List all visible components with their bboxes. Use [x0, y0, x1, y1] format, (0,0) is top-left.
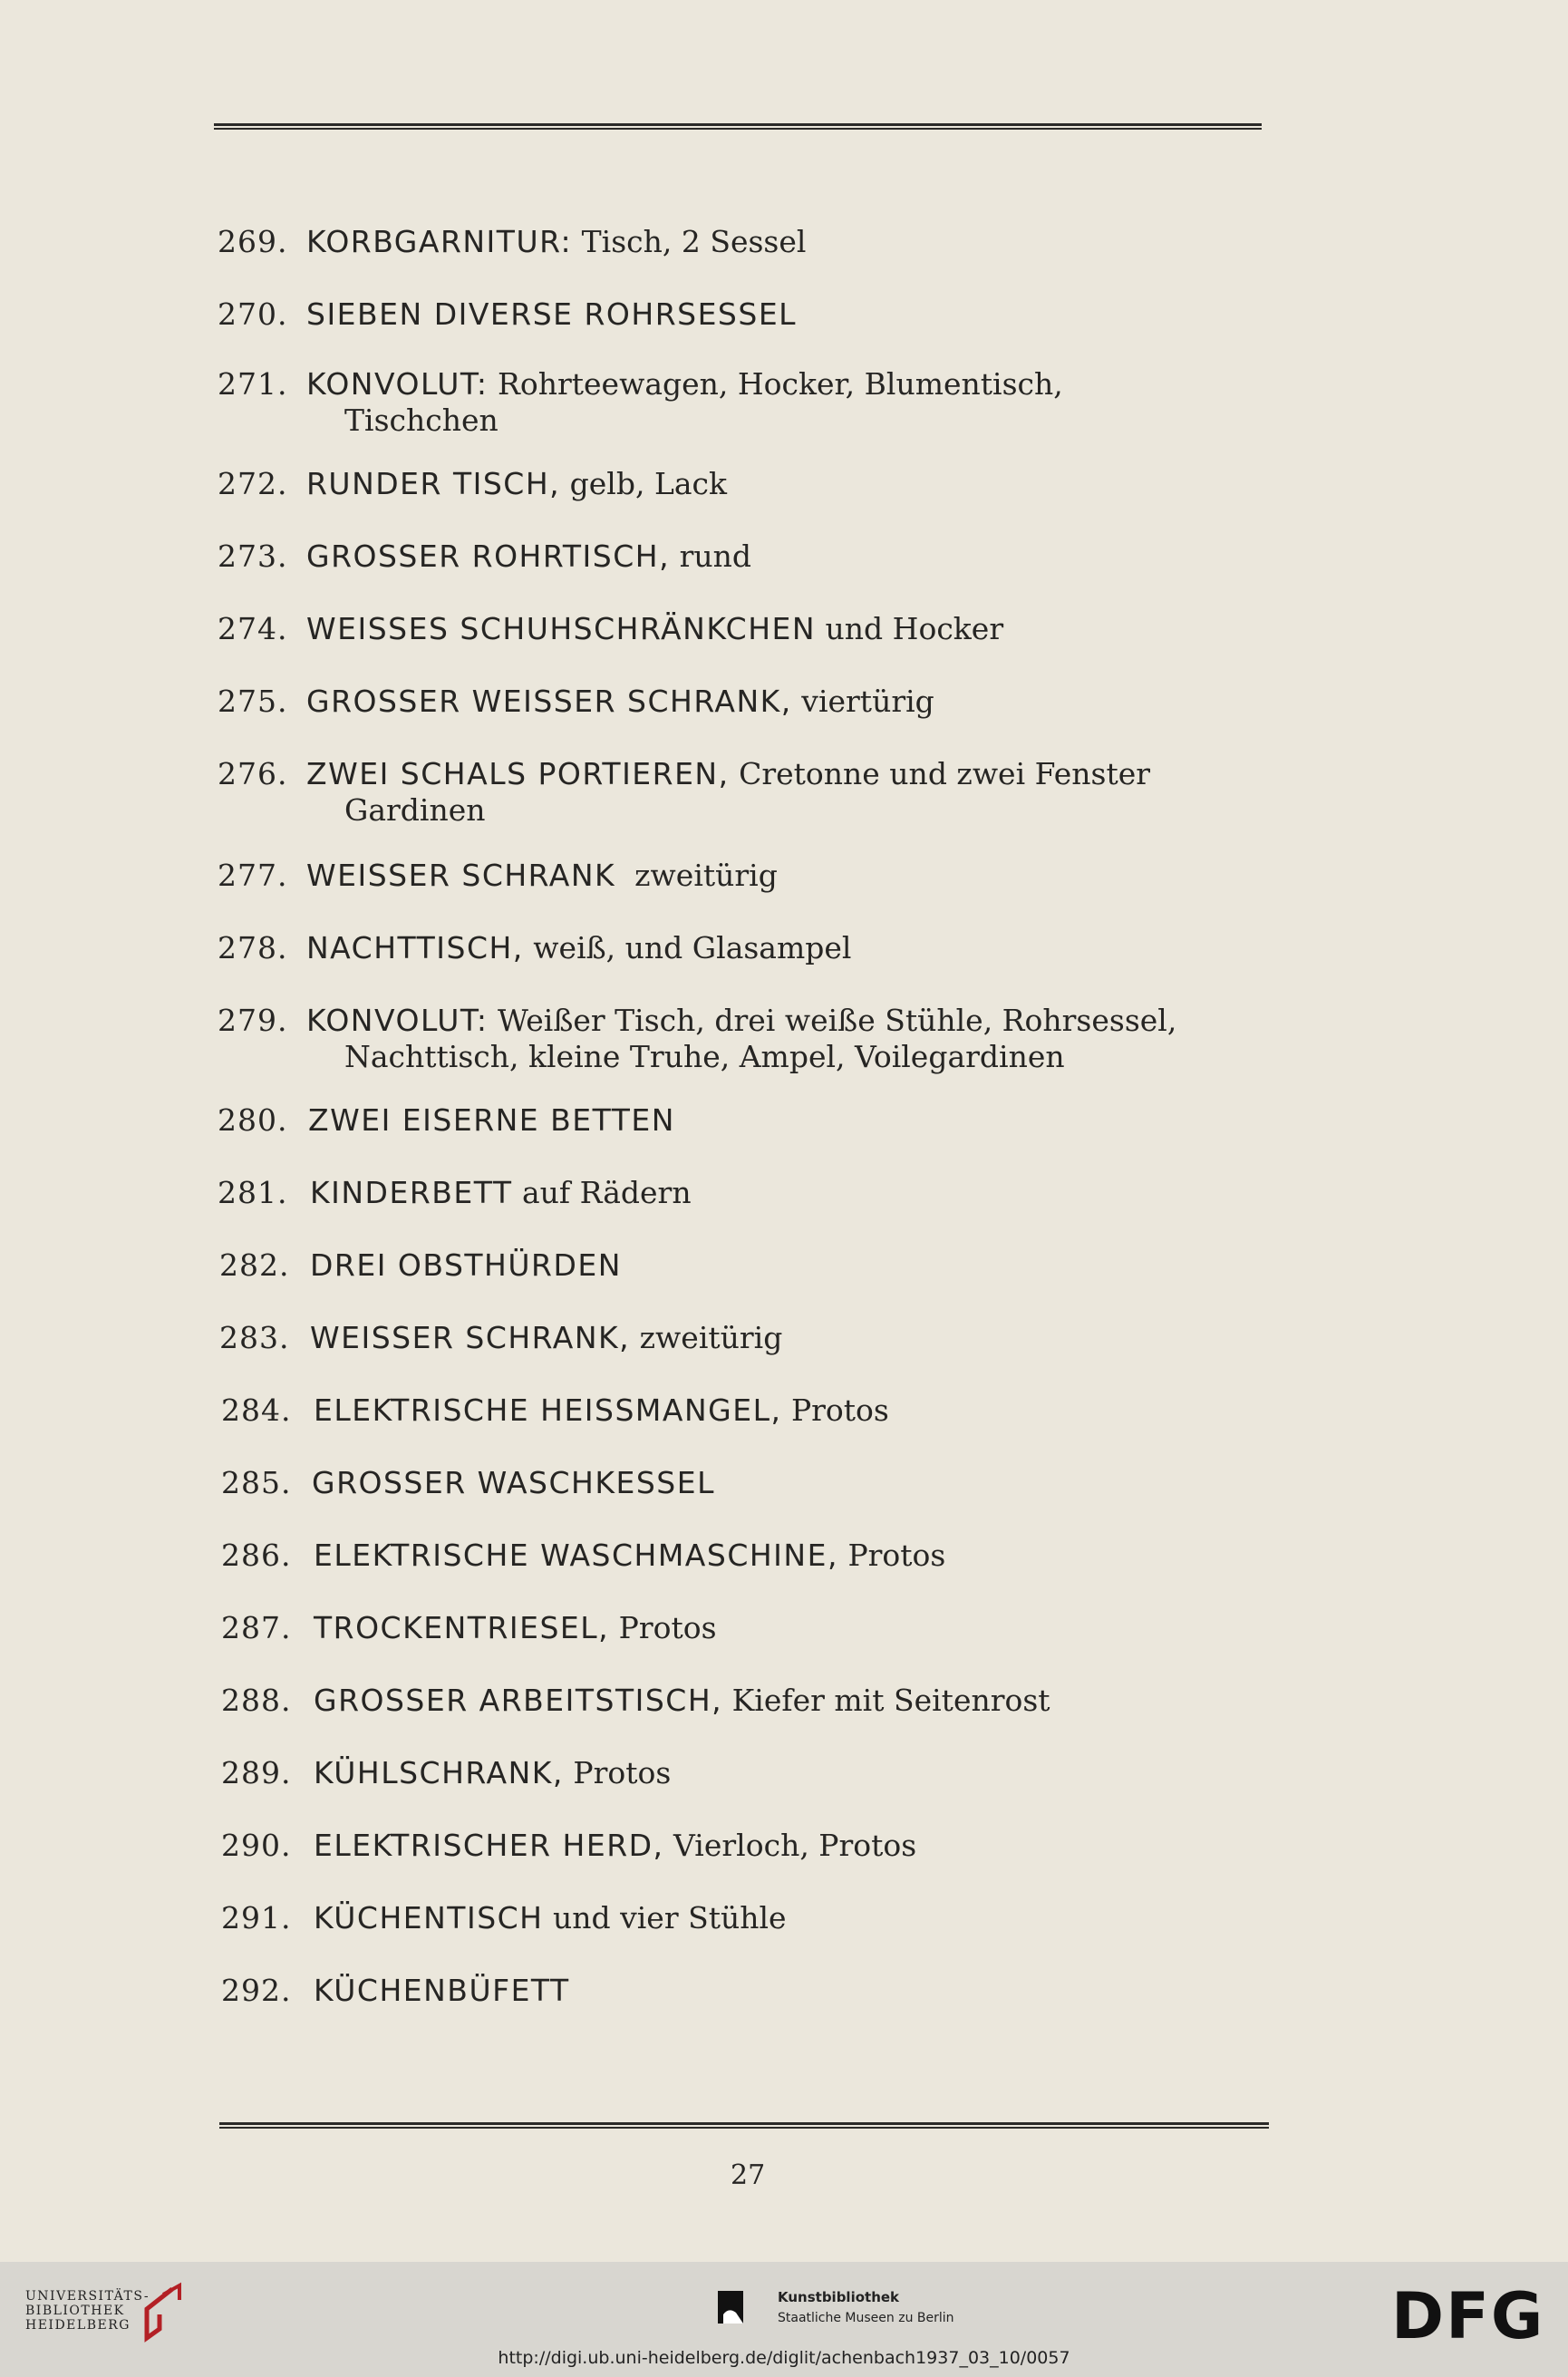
catalog-entry: [221, 1827, 1269, 1908]
entry-number: 283.: [219, 1320, 290, 1355]
entry-title: ZWEI EISERNE BETTEN: [308, 1102, 675, 1138]
entry-text: [306, 929, 851, 967]
entry-text: [306, 610, 1003, 648]
catalog-entry: [218, 929, 1269, 1011]
catalog-entry: [221, 1464, 1269, 1546]
entry-title: GROSSER ROHRTISCH,: [306, 538, 671, 574]
catalog-entry: [221, 1609, 1269, 1691]
catalog-entry: [221, 1972, 1269, 2053]
page-number: 27: [731, 2159, 766, 2191]
entry-number: 288.: [221, 1683, 292, 1718]
entry-title: RUNDER TISCH,: [306, 466, 561, 501]
entry-number: 287.: [221, 1610, 292, 1645]
kb-name: Kunstbibliothek: [778, 2289, 900, 2305]
source-url-link[interactable]: http://digi.ub.uni-heidelberg.de/diglit/achenbach1937_03_10/0057: [498, 2348, 1070, 2368]
entry-number: 278.: [218, 930, 288, 965]
entry-description: Tisch, 2 Sessel: [572, 224, 807, 259]
entry-description: zweitürig: [615, 858, 778, 893]
entry-continuation: Nachttisch, kleine Truhe, Ampel, Voilegardinen: [344, 1039, 1065, 1074]
entry-text: [306, 365, 1063, 403]
catalog-entry: [218, 223, 1269, 305]
entry-description: gelb, Lack: [560, 466, 728, 501]
library-name: [25, 2289, 150, 2333]
entry-number: 286.: [221, 1538, 292, 1573]
entry-text: [306, 1002, 1176, 1040]
entry-number: 269.: [218, 224, 288, 259]
entry-description: auf Rädern: [512, 1175, 692, 1210]
entry-description: Protos: [563, 1755, 672, 1790]
entry-title: KONVOLUT:: [306, 366, 489, 402]
entry-text: [314, 1537, 945, 1575]
catalog-entry: [221, 1682, 1269, 1763]
entry-title: ELEKTRISCHER HERD,: [314, 1828, 664, 1863]
entry-text: [306, 465, 727, 503]
entry-number: 285.: [221, 1465, 292, 1500]
catalog-entry: [218, 1101, 1269, 1183]
entry-title: KORBGARNITUR:: [306, 224, 573, 259]
footer-bar: [0, 2262, 1568, 2377]
entry-text: [314, 1754, 671, 1792]
entry-number: 274.: [218, 611, 288, 646]
entry-title: TROCKENTRIESEL,: [314, 1610, 610, 1645]
bottom-double-rule: [219, 2122, 1269, 2130]
catalog-entry: [219, 1319, 1269, 1401]
entry-number: 271.: [218, 366, 288, 402]
entry-title: DREI OBSTHÜRDEN: [310, 1247, 622, 1283]
catalog-entry: [218, 610, 1269, 692]
entry-text: [306, 857, 778, 895]
entry-number: 291.: [221, 1900, 292, 1936]
entry-number: 273.: [218, 538, 288, 574]
entry-number: 277.: [218, 858, 288, 893]
entry-text: [312, 1464, 715, 1502]
catalog-entry: [218, 1002, 1269, 1083]
entry-title: ZWEI SCHALS PORTIEREN,: [306, 756, 730, 791]
entry-title: KÜCHENTISCH: [314, 1900, 544, 1936]
kunstbibliothek-logo-icon: [716, 2289, 749, 2331]
library-line: BIBLIOTHEK: [25, 2304, 125, 2318]
kunstbibliothek-label: [778, 2289, 954, 2325]
entry-description: rund: [670, 538, 751, 574]
entry-description: und Hocker: [816, 611, 1004, 646]
entry-description: Vierloch, Protos: [663, 1828, 917, 1863]
entry-title: WEISSER SCHRANK,: [310, 1320, 631, 1355]
catalog-entry: [218, 1174, 1269, 1256]
entry-title: KÜCHENBÜFETT: [314, 1973, 570, 2008]
entry-text: [314, 1972, 570, 2010]
entry-description: Kiefer mit Seitenrost: [722, 1683, 1050, 1718]
entry-text: [314, 1609, 717, 1647]
entry-text: [306, 223, 806, 261]
entry-number: 272.: [218, 466, 288, 501]
entry-continuation: Gardinen: [344, 792, 486, 828]
entry-description: Protos: [781, 1392, 889, 1428]
entry-description: Cretonne und zwei Fenster: [729, 756, 1151, 791]
entry-description: viertürig: [791, 684, 934, 719]
entry-description: weiß, und Glasampel: [523, 930, 852, 965]
catalog-entry: [221, 1392, 1269, 1473]
catalog-entry: [218, 755, 1269, 837]
entry-text: [310, 1174, 692, 1212]
entry-description: Weißer Tisch, drei weiße Stühle, Rohrsessel,: [488, 1003, 1177, 1038]
entry-number: 279.: [218, 1003, 288, 1038]
entry-number: 292.: [221, 1973, 292, 2008]
entry-description: Protos: [837, 1538, 946, 1573]
catalog-entry: [221, 1754, 1269, 1836]
entry-title: WEISSES SCHUHSCHRÄNKCHEN: [306, 611, 817, 646]
entry-text: [306, 538, 751, 576]
entry-text: [306, 755, 1150, 793]
entry-title: GROSSER ARBEITSTISCH,: [314, 1683, 723, 1718]
entry-title: ELEKTRISCHE HEISSMANGEL,: [314, 1392, 782, 1428]
entry-text: [314, 1682, 1050, 1720]
entry-number: 281.: [218, 1175, 288, 1210]
catalog-entry: [221, 1537, 1269, 1618]
entry-number: 270.: [218, 296, 288, 332]
entry-title: NACHTTISCH,: [306, 930, 524, 965]
entry-number: 280.: [218, 1102, 288, 1138]
entry-number: 284.: [221, 1392, 292, 1428]
entry-text: [306, 683, 934, 721]
catalog-entry: [218, 538, 1269, 619]
entry-text: [314, 1392, 889, 1430]
catalog-entry: [218, 683, 1269, 764]
entry-title: KÜHLSCHRANK,: [314, 1755, 564, 1790]
catalog-entry: [218, 857, 1269, 938]
entry-description: Protos: [609, 1610, 717, 1645]
catalog-entry: [218, 465, 1269, 547]
library-line: UNIVERSITÄTS-: [25, 2289, 150, 2304]
entry-text: [310, 1247, 622, 1285]
entry-text: [314, 1827, 916, 1865]
entry-number: 282.: [219, 1247, 290, 1283]
entry-number: 276.: [218, 756, 288, 791]
dfg-logo: DFG: [1391, 2279, 1545, 2353]
entry-text: [314, 1899, 787, 1937]
entry-description: zweitürig: [630, 1320, 783, 1355]
entry-title: GROSSER WASCHKESSEL: [312, 1465, 715, 1500]
catalog-entry: [221, 1899, 1269, 1981]
entry-title: GROSSER WEISSER SCHRANK,: [306, 684, 792, 719]
entry-text: [308, 1101, 675, 1140]
entry-description: und vier Stühle: [543, 1900, 787, 1936]
entry-title: ELEKTRISCHE WASCHMASCHINE,: [314, 1538, 838, 1573]
entry-title: WEISSER SCHRANK: [306, 858, 616, 893]
entry-title: KONVOLUT:: [306, 1003, 489, 1038]
library-line: HEIDELBERG: [25, 2318, 131, 2333]
entry-text: [310, 1319, 782, 1357]
entry-text: [306, 296, 797, 334]
entry-number: 290.: [221, 1828, 292, 1863]
entry-number: 275.: [218, 684, 288, 719]
kb-subtitle: Staatliche Museen zu Berlin: [778, 2311, 954, 2325]
entry-number: 289.: [221, 1755, 292, 1790]
entry-title: SIEBEN DIVERSE ROHRSESSEL: [306, 296, 798, 332]
top-double-rule: [214, 123, 1262, 131]
ub-heidelberg-logo-icon: [136, 2282, 190, 2345]
entry-continuation: Tischchen: [344, 403, 498, 438]
catalog-entry: [218, 365, 1269, 447]
entry-title: KINDERBETT: [310, 1175, 513, 1210]
entry-description: Rohrteewagen, Hocker, Blumentisch,: [488, 366, 1063, 402]
catalog-entry: [219, 1247, 1269, 1328]
